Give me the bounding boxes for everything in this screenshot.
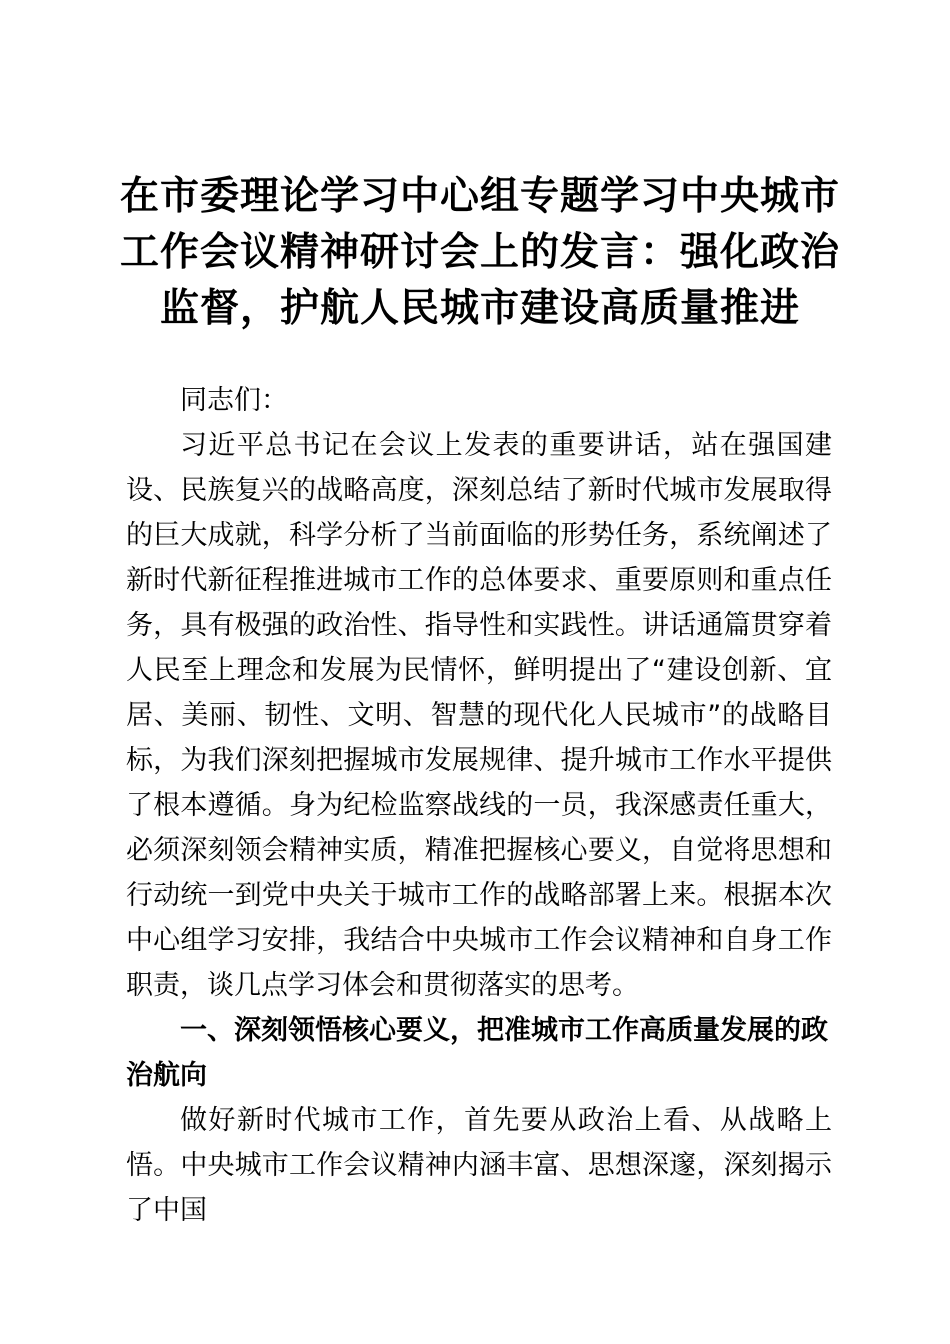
body-paragraph: 习近平总书记在会议上发表的重要讲话，站在强国建设、民族复兴的战略高度，深刻总结了新时代城市发展取得的巨大成就，科学分析了当前面临的形势任务，系统阐述了新时代新征程推进城市工作的总体要求、重要原则和重点任务，具有极强的政治性、指导性和实践性。讲话通篇贯穿着人民至上理念和发展为民情怀，鲜明提出了“建设创新、宜居、美丽、韧性、文明、智慧的现代化人民城市”的战略目标，为我们深刻把握城市发展规律、提升城市工作水平提供了根本遵循。身为纪检监察战线的一员，我深感责任重大，必须深刻领会精神实质，精准把握核心要义，自觉将思想和行动统一到党中央关于城市工作的战略部署上来。根据本次中心组学习安排，我结合中央城市工作会议精神和自身工作职责，谈几点学习体会和贯彻落实的思考。 xyxy=(126,430,832,1001)
document-body xyxy=(126,378,832,1233)
section-heading: 一、深刻领悟核心要义，把准城市工作高质量发展的政治航向 xyxy=(126,1015,828,1091)
section-paragraph: 做好新时代城市工作，首先要从政治上看、从战略上悟。中央城市工作会议精神内涵丰富、思想深邃，深刻揭示了中国 xyxy=(126,1105,832,1226)
salutation: 同志们： xyxy=(180,385,288,416)
document-title: 在市委理论学习中心组专题学习中央城市工作会议精神研讨会上的发言：强化政治监督，护航人民城市建设高质量推进 xyxy=(119,173,840,331)
